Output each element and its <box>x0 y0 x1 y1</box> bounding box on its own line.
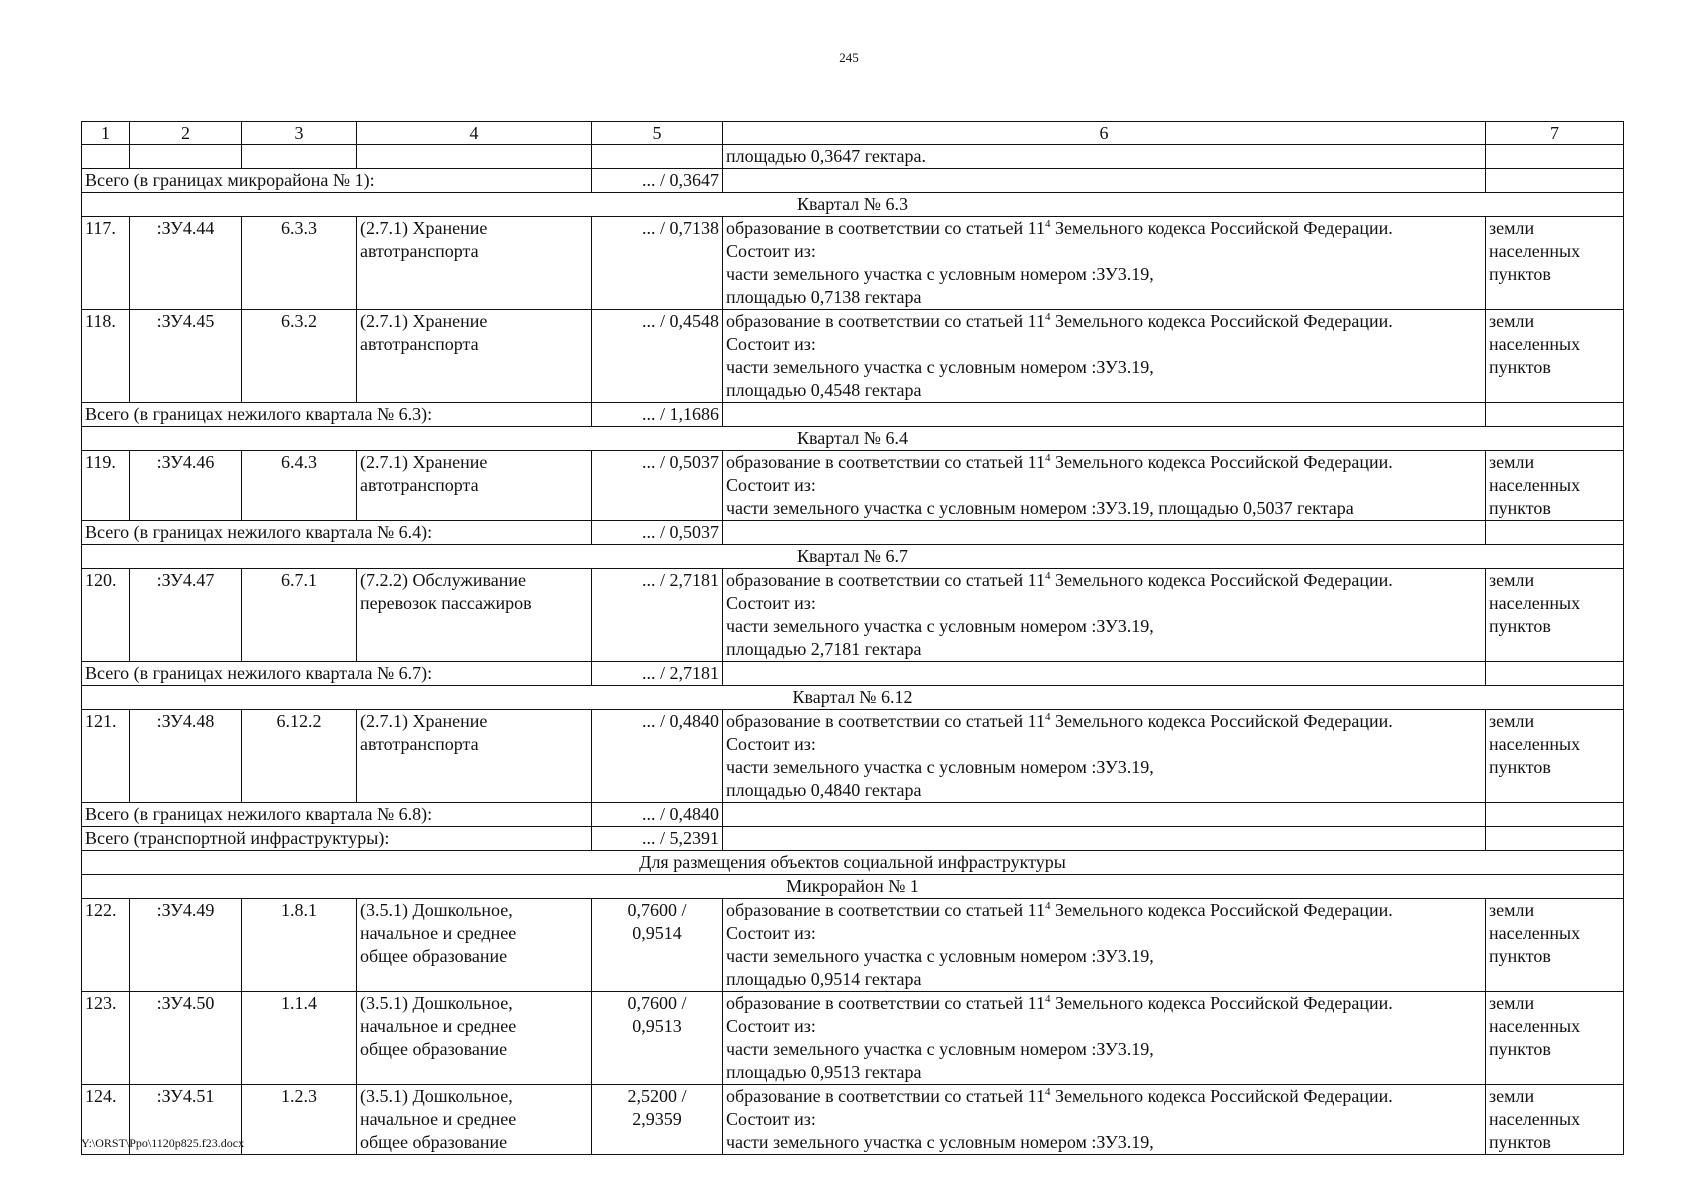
plot-reference: 1.2.3 <box>242 1085 357 1155</box>
row-number: 118. <box>82 310 130 403</box>
land-category-line: земли <box>1489 570 1535 590</box>
plot-reference: 6.12.2 <box>242 710 357 803</box>
land-category-line: населенных <box>1489 1016 1581 1036</box>
empty-cell <box>723 827 1486 851</box>
total-label: Всего (в границах микрорайона № 1): <box>82 169 592 193</box>
desc-text-part: образование в соответствии со статьей 11 <box>726 993 1045 1013</box>
plot-description <box>723 310 1486 403</box>
land-category-line: пунктов <box>1489 357 1551 377</box>
plot-description-line <box>726 1085 1482 1108</box>
table-row-section <box>82 851 1624 875</box>
plot-area <box>592 899 723 992</box>
plot-area-line: 0,7600 / <box>627 993 687 1013</box>
plot-description-line <box>726 569 1482 592</box>
land-category-line: населенных <box>1489 475 1581 495</box>
plot-reference: 1.1.4 <box>242 992 357 1085</box>
plot-area <box>592 217 723 310</box>
table-row-total <box>82 521 1624 545</box>
plot-area-line: ... / 0,4840 <box>641 711 719 731</box>
desc-text-part: образование в соответствии со статьей 11 <box>726 570 1045 590</box>
total-value: ... / 0,4840 <box>592 803 723 827</box>
land-category-line: земли <box>1489 452 1535 472</box>
section-heading: Квартал № 6.4 <box>82 427 1624 451</box>
plot-code: :ЗУ4.50 <box>130 992 242 1085</box>
land-category-line: пунктов <box>1489 616 1551 636</box>
plot-area-line: ... / 0,4548 <box>641 311 719 331</box>
plot-reference: 6.7.1 <box>242 569 357 662</box>
description-cell: площадью 0,3647 гектара. <box>723 145 1486 169</box>
section-heading: Квартал № 6.12 <box>82 686 1624 710</box>
land-category-line: земли <box>1489 711 1535 731</box>
permitted-use-line: начальное и среднее <box>360 1109 517 1129</box>
table-row-total <box>82 662 1624 686</box>
plot-description <box>723 899 1486 992</box>
empty-cell <box>1486 827 1624 851</box>
page-number: 245 <box>839 50 859 65</box>
land-category-line: земли <box>1489 993 1535 1013</box>
plot-description-line: Состоит из: <box>726 1109 816 1129</box>
land-category-line: земли <box>1489 311 1535 331</box>
permitted-use-line: (3.5.1) Дошкольное, <box>360 1086 513 1106</box>
permitted-use-line: перевозок пассажиров <box>360 593 532 613</box>
column-header: 3 <box>242 122 357 145</box>
plot-reference: 6.3.2 <box>242 310 357 403</box>
section-heading: Микрорайон № 1 <box>82 875 1624 899</box>
table-row-total <box>82 803 1624 827</box>
table-row-entry <box>82 310 1624 403</box>
desc-text-part: образование в соответствии со статьей 11 <box>726 900 1045 920</box>
file-path-footer: Y:\ORST\Ppo\1120p825.f23.docx <box>81 1136 245 1150</box>
row-number: 124. <box>82 1085 130 1155</box>
land-category <box>1486 217 1624 310</box>
plot-code: :ЗУ4.46 <box>130 451 242 521</box>
permitted-use-line: (3.5.1) Дошкольное, <box>360 900 513 920</box>
plot-description <box>723 569 1486 662</box>
empty-cell <box>1486 403 1624 427</box>
plot-area-line: ... / 2,7181 <box>641 570 719 590</box>
row-number: 122. <box>82 899 130 992</box>
empty-cell <box>1486 662 1624 686</box>
plot-description <box>723 217 1486 310</box>
plot-description-line <box>726 217 1482 240</box>
article-superscript: 4 <box>1044 570 1051 582</box>
plot-description-line: Состоит из: <box>726 593 816 613</box>
plot-code: :ЗУ4.47 <box>130 569 242 662</box>
plot-description <box>723 710 1486 803</box>
permitted-use <box>357 569 592 662</box>
section-heading: Для размещения объектов социальной инфраструктуры <box>82 851 1624 875</box>
column-header: 5 <box>592 122 723 145</box>
land-category-line: населенных <box>1489 1109 1581 1129</box>
article-superscript: 4 <box>1044 218 1051 230</box>
total-value: ... / 5,2391 <box>592 827 723 851</box>
plot-description-line: площадью 0,9514 гектара <box>726 969 922 989</box>
land-category <box>1486 569 1624 662</box>
permitted-use <box>357 992 592 1085</box>
permitted-use-line: общее образование <box>360 1039 508 1059</box>
permitted-use-line: (2.7.1) Хранение <box>360 452 488 472</box>
plot-area <box>592 451 723 521</box>
table-row-section <box>82 875 1624 899</box>
permitted-use <box>357 899 592 992</box>
permitted-use-line: автотранспорта <box>360 734 479 754</box>
plot-description-line: Состоит из: <box>726 923 816 943</box>
column-header-row <box>82 122 1624 145</box>
plot-description-line: части земельного участка с условным номером :ЗУ3.19, <box>726 946 1154 966</box>
plot-area-line: 0,9514 <box>632 923 682 943</box>
desc-text-part: образование в соответствии со статьей 11 <box>726 218 1045 238</box>
table-row-entry <box>82 992 1624 1085</box>
land-category <box>1486 451 1624 521</box>
article-superscript: 4 <box>1044 311 1051 323</box>
permitted-use-line: автотранспорта <box>360 241 479 261</box>
desc-text-part: Земельного кодекса Российской Федерации. <box>1050 900 1393 920</box>
empty-cell <box>1486 803 1624 827</box>
permitted-use-line: (2.7.1) Хранение <box>360 311 488 331</box>
plot-area-line: ... / 0,7138 <box>641 218 719 238</box>
plot-area <box>592 992 723 1085</box>
row-number: 119. <box>82 451 130 521</box>
table-row-section <box>82 545 1624 569</box>
land-category <box>1486 1085 1624 1155</box>
desc-text-part: образование в соответствии со статьей 11 <box>726 711 1045 731</box>
permitted-use-line: (2.7.1) Хранение <box>360 711 488 731</box>
table-row-entry <box>82 1085 1624 1155</box>
plot-description-line <box>726 899 1482 922</box>
empty-cell <box>723 803 1486 827</box>
permitted-use-line: (2.7.1) Хранение <box>360 218 488 238</box>
table-row-entry <box>82 899 1624 992</box>
land-plots-table <box>81 121 1624 1155</box>
land-category <box>1486 310 1624 403</box>
permitted-use-line: начальное и среднее <box>360 923 517 943</box>
plot-description-line <box>726 310 1482 333</box>
column-header: 4 <box>357 122 592 145</box>
plot-description-line: части земельного участка с условным номером :ЗУ3.19, <box>726 757 1154 777</box>
total-label: Всего (в границах нежилого квартала № 6.7): <box>82 662 592 686</box>
article-superscript: 4 <box>1044 452 1051 464</box>
land-category-line: земли <box>1489 1086 1535 1106</box>
permitted-use <box>357 1085 592 1155</box>
permitted-use <box>357 217 592 310</box>
land-category-line: пунктов <box>1489 946 1551 966</box>
land-category-line: пунктов <box>1489 264 1551 284</box>
column-header: 6 <box>723 122 1486 145</box>
permitted-use <box>357 710 592 803</box>
plot-description-line: Состоит из: <box>726 475 816 495</box>
desc-text-part: Земельного кодекса Российской Федерации. <box>1050 1086 1393 1106</box>
plot-area-line: 2,5200 / <box>627 1086 687 1106</box>
plot-description-line: площадью 0,7138 гектара <box>726 287 922 307</box>
plot-description-line: части земельного участка с условным номером :ЗУ3.19, <box>726 1132 1154 1152</box>
column-header: 7 <box>1486 122 1624 145</box>
row-number: 120. <box>82 569 130 662</box>
row-number: 121. <box>82 710 130 803</box>
section-heading: Квартал № 6.7 <box>82 545 1624 569</box>
article-superscript: 4 <box>1044 1086 1051 1098</box>
empty-cell <box>130 145 242 169</box>
desc-text-part: Земельного кодекса Российской Федерации. <box>1050 452 1393 472</box>
total-label: Всего (в границах нежилого квартала № 6.4): <box>82 521 592 545</box>
article-superscript: 4 <box>1044 711 1051 723</box>
permitted-use-line: начальное и среднее <box>360 1016 517 1036</box>
total-value: ... / 0,3647 <box>592 169 723 193</box>
plot-area <box>592 569 723 662</box>
table-row-cont <box>82 145 1624 169</box>
plot-code: :ЗУ4.49 <box>130 899 242 992</box>
plot-description-line <box>726 992 1482 1015</box>
plot-reference: 1.8.1 <box>242 899 357 992</box>
land-category-line: пунктов <box>1489 1132 1551 1152</box>
permitted-use-line: автотранспорта <box>360 334 479 354</box>
land-category-line: пунктов <box>1489 498 1551 518</box>
plot-area-line: 0,9513 <box>632 1016 682 1036</box>
row-number: 117. <box>82 217 130 310</box>
empty-cell <box>723 521 1486 545</box>
empty-cell <box>592 145 723 169</box>
plot-description-line: Состоит из: <box>726 1016 816 1036</box>
plot-description-line: Состоит из: <box>726 734 816 754</box>
table-row-total <box>82 827 1624 851</box>
empty-cell <box>1486 145 1624 169</box>
permitted-use-line: (3.5.1) Дошкольное, <box>360 993 513 1013</box>
column-header: 2 <box>130 122 242 145</box>
land-category-line: населенных <box>1489 734 1581 754</box>
land-category-line: земли <box>1489 900 1535 920</box>
plot-code: :ЗУ4.44 <box>130 217 242 310</box>
table-row-total <box>82 169 1624 193</box>
land-category-line: населенных <box>1489 593 1581 613</box>
land-category <box>1486 992 1624 1085</box>
permitted-use <box>357 451 592 521</box>
plot-description-line: площадью 0,4840 гектара <box>726 780 922 800</box>
plot-description <box>723 1085 1486 1155</box>
land-category <box>1486 899 1624 992</box>
plot-area-line: 0,7600 / <box>627 900 687 920</box>
plot-description-line: Состоит из: <box>726 334 816 354</box>
land-category-line: населенных <box>1489 923 1581 943</box>
permitted-use <box>357 310 592 403</box>
table-row-entry <box>82 710 1624 803</box>
empty-cell <box>723 403 1486 427</box>
plot-code: :ЗУ4.51 <box>130 1085 242 1155</box>
permitted-use-line: общее образование <box>360 946 508 966</box>
desc-text-part: образование в соответствии со статьей 11 <box>726 452 1045 472</box>
empty-cell <box>723 662 1486 686</box>
empty-cell <box>1486 521 1624 545</box>
plot-area <box>592 310 723 403</box>
desc-text-part: Земельного кодекса Российской Федерации. <box>1050 311 1393 331</box>
article-superscript: 4 <box>1044 900 1051 912</box>
land-category-line: пунктов <box>1489 1039 1551 1059</box>
plot-description-line: части земельного участка с условным номером :ЗУ3.19, площадью 0,5037 гектара <box>726 498 1354 518</box>
permitted-use-line: автотранспорта <box>360 475 479 495</box>
plot-reference: 6.3.3 <box>242 217 357 310</box>
total-value: ... / 2,7181 <box>592 662 723 686</box>
section-heading: Квартал № 6.3 <box>82 193 1624 217</box>
total-value: ... / 0,5037 <box>592 521 723 545</box>
land-category-line: населенных <box>1489 334 1581 354</box>
total-label: Всего (транспортной инфраструктуры): <box>82 827 592 851</box>
plot-code: :ЗУ4.45 <box>130 310 242 403</box>
total-value: ... / 1,1686 <box>592 403 723 427</box>
desc-text-part: Земельного кодекса Российской Федерации. <box>1050 711 1393 731</box>
plot-description-line: части земельного участка с условным номером :ЗУ3.19, <box>726 357 1154 377</box>
permitted-use-line: (7.2.2) Обслуживание <box>360 570 526 590</box>
land-category-line: населенных <box>1489 241 1581 261</box>
plot-description-line: части земельного участка с условным номером :ЗУ3.19, <box>726 264 1154 284</box>
plot-description <box>723 451 1486 521</box>
empty-cell <box>357 145 592 169</box>
plot-area-line: ... / 0,5037 <box>641 452 719 472</box>
plot-description-line: площадью 2,7181 гектара <box>726 639 922 659</box>
plot-description-line: части земельного участка с условным номером :ЗУ3.19, <box>726 1039 1154 1059</box>
table-row-section <box>82 193 1624 217</box>
desc-text-part: образование в соответствии со статьей 11 <box>726 1086 1045 1106</box>
article-superscript: 4 <box>1044 993 1051 1005</box>
land-category-line: земли <box>1489 218 1535 238</box>
plot-description-line: части земельного участка с условным номером :ЗУ3.19, <box>726 616 1154 636</box>
table-row-entry <box>82 451 1624 521</box>
plot-code: :ЗУ4.48 <box>130 710 242 803</box>
desc-text-part: образование в соответствии со статьей 11 <box>726 311 1045 331</box>
total-label: Всего (в границах нежилого квартала № 6.3): <box>82 403 592 427</box>
plot-description <box>723 992 1486 1085</box>
plot-description-line <box>726 710 1482 733</box>
row-number: 123. <box>82 992 130 1085</box>
plot-description-line: площадью 0,4548 гектара <box>726 380 922 400</box>
plot-area-line: 2,9359 <box>632 1109 682 1129</box>
table-row-entry <box>82 569 1624 662</box>
column-header: 1 <box>82 122 130 145</box>
plot-description-line <box>726 451 1482 474</box>
permitted-use-line: общее образование <box>360 1132 508 1152</box>
empty-cell <box>242 145 357 169</box>
total-label: Всего (в границах нежилого квартала № 6.8): <box>82 803 592 827</box>
plot-area <box>592 710 723 803</box>
empty-cell <box>723 169 1486 193</box>
empty-cell <box>82 145 130 169</box>
table-row-total <box>82 403 1624 427</box>
land-category <box>1486 710 1624 803</box>
table-row-entry <box>82 217 1624 310</box>
desc-text-part: Земельного кодекса Российской Федерации. <box>1050 570 1393 590</box>
table-row-section <box>82 427 1624 451</box>
desc-text-part: Земельного кодекса Российской Федерации. <box>1050 218 1393 238</box>
table-row-section <box>82 686 1624 710</box>
plot-area <box>592 1085 723 1155</box>
desc-text-part: Земельного кодекса Российской Федерации. <box>1050 993 1393 1013</box>
empty-cell <box>1486 169 1624 193</box>
plot-reference: 6.4.3 <box>242 451 357 521</box>
plot-description-line: площадью 0,9513 гектара <box>726 1062 922 1082</box>
land-category-line: пунктов <box>1489 757 1551 777</box>
plot-description-line: Состоит из: <box>726 241 816 261</box>
table-body <box>82 122 1624 1155</box>
